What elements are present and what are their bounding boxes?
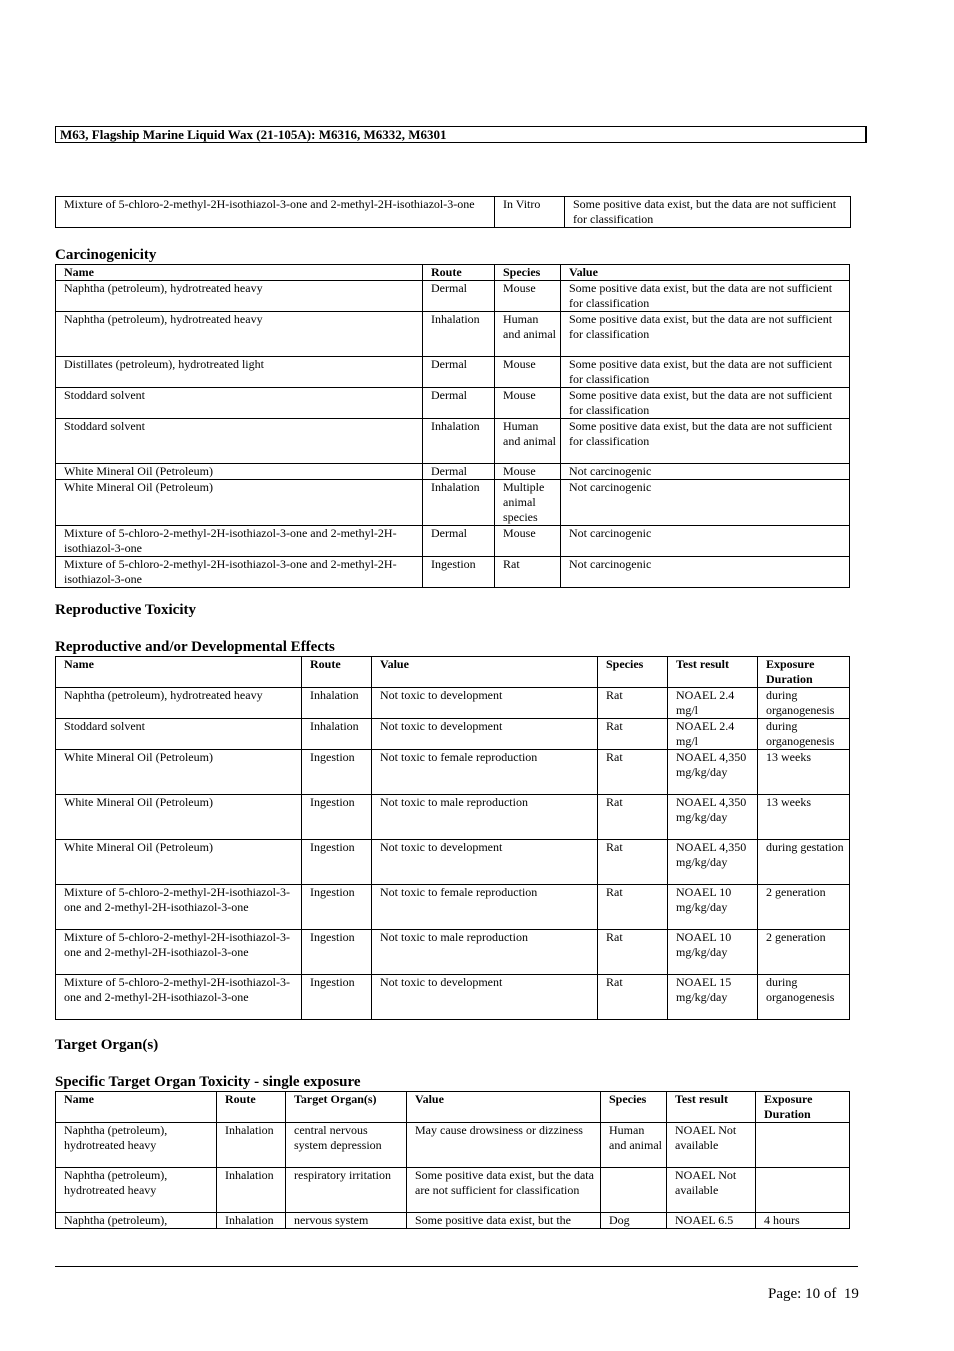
- value-cell: Not carcinogenic: [561, 526, 850, 557]
- value-cell: Not carcinogenic: [561, 480, 850, 526]
- table-row: [56, 688, 850, 719]
- table-row: [56, 885, 850, 930]
- name-cell: Distillates (petroleum), hydrotreated light: [56, 357, 423, 388]
- exposure-duration-cell: during gestation: [758, 840, 850, 885]
- name-cell: White Mineral Oil (Petroleum): [56, 750, 302, 795]
- test-result-cell: NOAEL 4,350 mg/kg/day: [668, 840, 758, 885]
- column-header: Value: [372, 657, 598, 688]
- exposure-duration-cell: 2 generation: [758, 885, 850, 930]
- test-result-cell: NOAEL 10 mg/kg/day: [668, 930, 758, 975]
- column-header: Route: [423, 265, 495, 281]
- name-cell: White Mineral Oil (Petroleum): [56, 480, 423, 526]
- species-cell: Rat: [598, 795, 668, 840]
- column-header: Exposure Duration: [756, 1092, 850, 1123]
- value-cell: Not toxic to development: [372, 840, 598, 885]
- test-result-cell: NOAEL 4,350 mg/kg/day: [668, 795, 758, 840]
- name-cell: Mixture of 5-chloro-2-methyl-2H-isothiazol-3-one and 2-methyl-2H-isothiazol-3-one: [56, 975, 302, 1020]
- species-cell: Rat: [598, 840, 668, 885]
- species-cell: Rat: [598, 885, 668, 930]
- name-cell: Stoddard solvent: [56, 719, 302, 750]
- route-cell: Ingestion: [302, 930, 372, 975]
- species-cell: Rat: [598, 719, 668, 750]
- name-cell: White Mineral Oil (Petroleum): [56, 795, 302, 840]
- target-organs-heading: Target Organ(s): [55, 1037, 159, 1053]
- table-row: [56, 526, 850, 557]
- mutagenicity-continued-table: [55, 196, 851, 228]
- test-result-cell: NOAEL 10 mg/kg/day: [668, 885, 758, 930]
- value-cell: Not toxic to female reproduction: [372, 885, 598, 930]
- document-header: M63, Flagship Marine Liquid Wax (21-105A): M6316, M6332, M6301: [55, 126, 867, 143]
- value-cell: Not toxic to development: [372, 688, 598, 719]
- name-cell: Naphtha (petroleum), hydrotreated heavy: [56, 1168, 217, 1213]
- species-cell: Rat: [495, 557, 561, 588]
- column-header: Value: [407, 1092, 601, 1123]
- value-cell: Not toxic to male reproduction: [372, 930, 598, 975]
- value-cell: Some positive data exist, but the data are not sufficient for classification: [407, 1168, 601, 1213]
- test-result-cell: NOAEL 2.4 mg/l: [668, 688, 758, 719]
- route-cell: Ingestion: [423, 557, 495, 588]
- name-cell: Stoddard solvent: [56, 419, 423, 464]
- route-cell: Inhalation: [423, 312, 495, 357]
- test-result-cell: NOAEL 4,350 mg/kg/day: [668, 750, 758, 795]
- species-cell: Mouse: [495, 357, 561, 388]
- footer-divider: [55, 1266, 858, 1267]
- table-row: [56, 312, 850, 357]
- value-cell: Some positive data exist, but the data are not sufficient for classification: [561, 357, 850, 388]
- value-cell: Some positive data exist, but the data are not sufficient for classification: [561, 312, 850, 357]
- value-cell: Some positive data exist, but the data are not sufficient for classification: [561, 388, 850, 419]
- table-header-row: [56, 657, 850, 688]
- column-header: Name: [56, 657, 302, 688]
- value-cell: Some positive data exist, but the data are not sufficient for classification: [561, 281, 850, 312]
- column-header: Route: [217, 1092, 286, 1123]
- table-row: [56, 1123, 850, 1168]
- table-row: [56, 840, 850, 885]
- name-cell: Naphtha (petroleum), hydrotreated heavy: [56, 688, 302, 719]
- route-cell: Ingestion: [302, 795, 372, 840]
- route-cell: Inhalation: [423, 419, 495, 464]
- species-cell: Mouse: [495, 464, 561, 480]
- name-cell: White Mineral Oil (Petroleum): [56, 840, 302, 885]
- test-result-cell: NOAEL Not available: [667, 1123, 756, 1168]
- name-cell: Naphtha (petroleum), hydrotreated heavy: [56, 1123, 217, 1168]
- target-organ-cell: respiratory irritation: [286, 1168, 407, 1213]
- table-row: [56, 750, 850, 795]
- value-cell: May cause drowsiness or dizziness: [407, 1123, 601, 1168]
- species-cell: Mouse: [495, 281, 561, 312]
- table-row: [56, 388, 850, 419]
- table-row: [56, 719, 850, 750]
- value-cell: Not toxic to female reproduction: [372, 750, 598, 795]
- species-cell: Dog: [601, 1213, 667, 1229]
- name-cell: Naphtha (petroleum), hydrotreated heavy: [56, 281, 423, 312]
- species-cell: Multiple animal species: [495, 480, 561, 526]
- exposure-duration-cell: during organogenesis: [758, 975, 850, 1020]
- column-header: Species: [601, 1092, 667, 1123]
- species-cell: Human and animal: [495, 312, 561, 357]
- column-header: Name: [56, 265, 423, 281]
- stot-single-exposure-table: [55, 1091, 850, 1229]
- test-result-cell: NOAEL Not available: [667, 1168, 756, 1213]
- column-header: Target Organ(s): [286, 1092, 407, 1123]
- column-header: Exposure Duration: [758, 657, 850, 688]
- exposure-duration-cell: [756, 1168, 850, 1213]
- route-cell: Dermal: [423, 388, 495, 419]
- table-row: [56, 930, 850, 975]
- column-header: Species: [598, 657, 668, 688]
- page-number: Page: 10 of 19: [768, 1286, 859, 1302]
- table-header-row: [56, 1092, 850, 1123]
- target-organ-cell: nervous system: [286, 1213, 407, 1229]
- exposure-duration-cell: during organogenesis: [758, 688, 850, 719]
- name-cell: Naphtha (petroleum),: [56, 1213, 217, 1229]
- route-cell: Dermal: [423, 357, 495, 388]
- exposure-duration-cell: 2 generation: [758, 930, 850, 975]
- route-cell: Inhalation: [423, 480, 495, 526]
- name-cell: Mixture of 5-chloro-2-methyl-2H-isothiazol-3-one and 2-methyl-2H-isothiazol-3-one: [56, 930, 302, 975]
- species-cell: Mouse: [495, 526, 561, 557]
- route-cell: Dermal: [423, 464, 495, 480]
- name-cell: Naphtha (petroleum), hydrotreated heavy: [56, 312, 423, 357]
- value-cell: Some positive data exist, but the: [407, 1213, 601, 1229]
- route-cell: In Vitro: [495, 197, 565, 228]
- table-row: [56, 480, 850, 526]
- value-cell: Not carcinogenic: [561, 464, 850, 480]
- route-cell: Inhalation: [217, 1123, 286, 1168]
- table-row: [56, 464, 850, 480]
- name-cell: Mixture of 5-chloro-2-methyl-2H-isothiazol-3-one and 2-methyl-2H-isothiazol-3-one: [56, 885, 302, 930]
- exposure-duration-cell: 13 weeks: [758, 795, 850, 840]
- test-result-cell: NOAEL 6.5: [667, 1213, 756, 1229]
- name-cell: White Mineral Oil (Petroleum): [56, 464, 423, 480]
- species-cell: Human and animal: [601, 1123, 667, 1168]
- value-cell: Some positive data exist, but the data are not sufficient for classification: [561, 419, 850, 464]
- route-cell: Inhalation: [302, 719, 372, 750]
- route-cell: Ingestion: [302, 975, 372, 1020]
- name-cell: Mixture of 5-chloro-2-methyl-2H-isothiazol-3-one and 2-methyl-2H-isothiazol-3-one: [56, 197, 495, 228]
- column-header: Name: [56, 1092, 217, 1123]
- route-cell: Inhalation: [217, 1213, 286, 1229]
- species-cell: Rat: [598, 750, 668, 795]
- carcinogenicity-heading: Carcinogenicity: [55, 247, 157, 263]
- table-row: [56, 281, 850, 312]
- species-cell: Rat: [598, 688, 668, 719]
- species-cell: Human and animal: [495, 419, 561, 464]
- value-cell: Not carcinogenic: [561, 557, 850, 588]
- test-result-cell: NOAEL 15 mg/kg/day: [668, 975, 758, 1020]
- carcinogenicity-table: [55, 264, 850, 588]
- reproductive-toxicity-heading: Reproductive Toxicity: [55, 602, 196, 618]
- name-cell: Mixture of 5-chloro-2-methyl-2H-isothiazol-3-one and 2-methyl-2H-isothiazol-3-one: [56, 557, 423, 588]
- table-row: [56, 1213, 850, 1229]
- test-result-cell: NOAEL 2.4 mg/l: [668, 719, 758, 750]
- reproductive-effects-table: [55, 656, 850, 1020]
- table-row: [56, 557, 850, 588]
- species-cell: Rat: [598, 975, 668, 1020]
- target-organ-cell: central nervous system depression: [286, 1123, 407, 1168]
- route-cell: Inhalation: [302, 688, 372, 719]
- exposure-duration-cell: 4 hours: [756, 1213, 850, 1229]
- route-cell: Inhalation: [217, 1168, 286, 1213]
- column-header: Route: [302, 657, 372, 688]
- table-row: [56, 197, 851, 228]
- column-header: Value: [561, 265, 850, 281]
- name-cell: Mixture of 5-chloro-2-methyl-2H-isothiazol-3-one and 2-methyl-2H-isothiazol-3-one: [56, 526, 423, 557]
- species-cell: [601, 1168, 667, 1213]
- column-header: Test result: [667, 1092, 756, 1123]
- value-cell: Not toxic to development: [372, 975, 598, 1020]
- species-cell: Mouse: [495, 388, 561, 419]
- table-row: [56, 975, 850, 1020]
- value-cell: Not toxic to male reproduction: [372, 795, 598, 840]
- table-row: [56, 1168, 850, 1213]
- species-cell: Rat: [598, 930, 668, 975]
- route-cell: Dermal: [423, 526, 495, 557]
- exposure-duration-cell: 13 weeks: [758, 750, 850, 795]
- reproductive-effects-subheading: Reproductive and/or Developmental Effects: [55, 639, 335, 655]
- route-cell: Ingestion: [302, 840, 372, 885]
- name-cell: Stoddard solvent: [56, 388, 423, 419]
- column-header: Species: [495, 265, 561, 281]
- table-row: [56, 419, 850, 464]
- table-header-row: [56, 265, 850, 281]
- value-cell: Some positive data exist, but the data are not sufficient for classification: [565, 197, 851, 228]
- exposure-duration-cell: during organogenesis: [758, 719, 850, 750]
- table-row: [56, 357, 850, 388]
- route-cell: Ingestion: [302, 885, 372, 930]
- route-cell: Ingestion: [302, 750, 372, 795]
- value-cell: Not toxic to development: [372, 719, 598, 750]
- exposure-duration-cell: [756, 1123, 850, 1168]
- table-row: [56, 795, 850, 840]
- stot-single-exposure-subheading: Specific Target Organ Toxicity - single exposure: [55, 1074, 361, 1090]
- column-header: Test result: [668, 657, 758, 688]
- route-cell: Dermal: [423, 281, 495, 312]
